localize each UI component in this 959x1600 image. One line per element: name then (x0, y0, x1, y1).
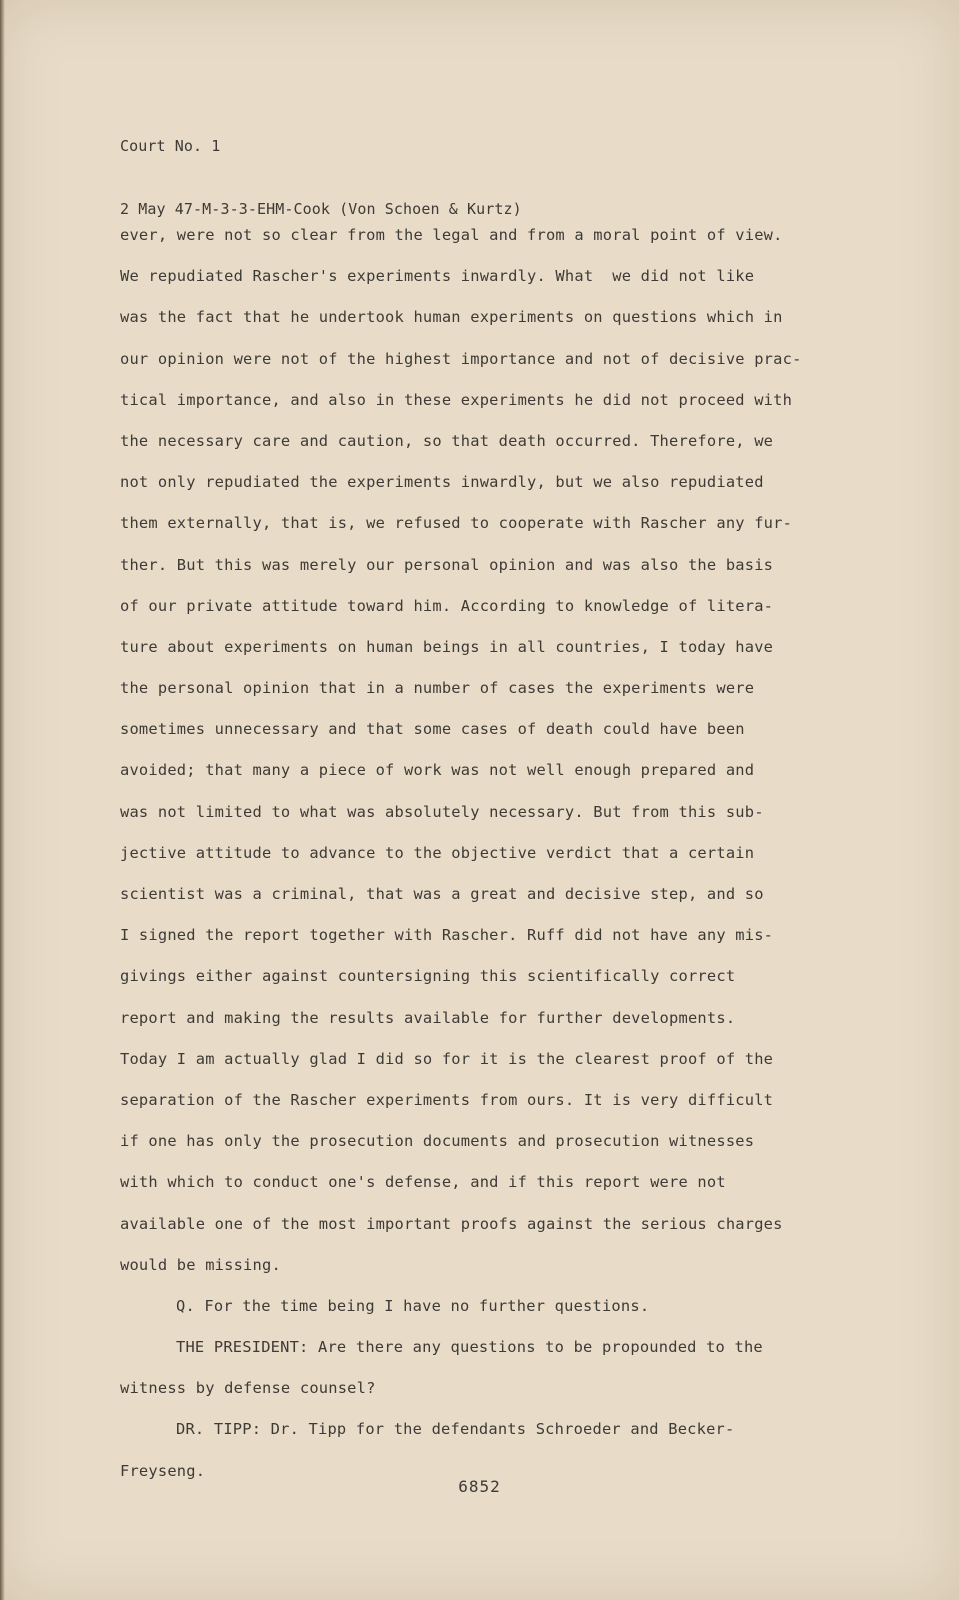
text-line: would be missing. (120, 1255, 281, 1274)
session-reference: 2 May 47-M-3-3-EHM-Cook (Von Schoen & Kurtz) (120, 200, 522, 218)
president-line: THE PRESIDENT: Are there any questions to be propounded to the (176, 1338, 763, 1357)
text-line: ever, were not so clear from the legal and from a moral point of view. (120, 226, 783, 244)
question-line: Q. For the time being I have no further questions. (176, 1296, 650, 1315)
text-line: the personal opinion that in a number of cases the experiments were (120, 679, 755, 698)
text-line: available one of the most important proofs against the serious charges (120, 1214, 783, 1233)
text-line: ther. But this was merely our personal opinion and was also the basis (120, 555, 774, 574)
text-line: ture about experiments on human beings in all countries, I today have (120, 637, 774, 656)
text-line: our opinion were not of the highest importance and not of decisive prac- (120, 349, 802, 368)
text-line: them externally, that is, we refused to cooperate with Rascher any fur- (120, 514, 793, 533)
counsel-line: DR. TIPP: Dr. Tipp for the defendants Schroeder and Becker- (176, 1420, 735, 1439)
text-line: We repudiated Rascher's experiments inwardly. What we did not like (120, 267, 755, 286)
court-number: Court No. 1 (120, 137, 221, 155)
text-line: I signed the report together with Rascher. Ruff did not have any mis- (120, 926, 774, 945)
page-number: 6852 (458, 1477, 501, 1496)
text-line: jective attitude to advance to the objective verdict that a certain (120, 843, 755, 862)
text-line: of our private attitude toward him. According to knowledge of litera- (120, 596, 774, 615)
text-line: separation of the Rascher experiments from ours. It is very difficult (120, 1090, 774, 1109)
text-line: report and making the results available for further developments. (120, 1008, 736, 1027)
text-line: scientist was a criminal, that was a great and decisive step, and so (120, 885, 764, 903)
text-line: witness by defense counsel? (120, 1379, 376, 1398)
text-line: with which to conduct one's defense, and if this report were not (120, 1173, 726, 1192)
text-line: givings either against countersigning this scientifically correct (120, 967, 736, 986)
text-line: not only repudiated the experiments inwardly, but we also repudiated (120, 473, 764, 492)
transcript-body (120, 215, 860, 1492)
text-line: was the fact that he undertook human experiments on questions which in (120, 308, 783, 327)
text-line: sometimes unnecessary and that some cases of death could have been (120, 720, 745, 739)
text-line: Today I am actually glad I did so for it is the clearest proof of the (120, 1049, 774, 1068)
text-line: if one has only the prosecution documents and prosecution witnesses (120, 1132, 755, 1151)
text-line: tical importance, and also in these experiments he did not proceed with (120, 390, 793, 409)
text-line: was not limited to what was absolutely necessary. But from this sub- (120, 802, 764, 821)
text-line: avoided; that many a piece of work was not well enough prepared and (120, 761, 755, 780)
text-line: the necessary care and caution, so that death occurred. Therefore, we (120, 431, 774, 450)
text-line: Freyseng. (120, 1461, 206, 1480)
page-edge-shadow (0, 0, 5, 1600)
